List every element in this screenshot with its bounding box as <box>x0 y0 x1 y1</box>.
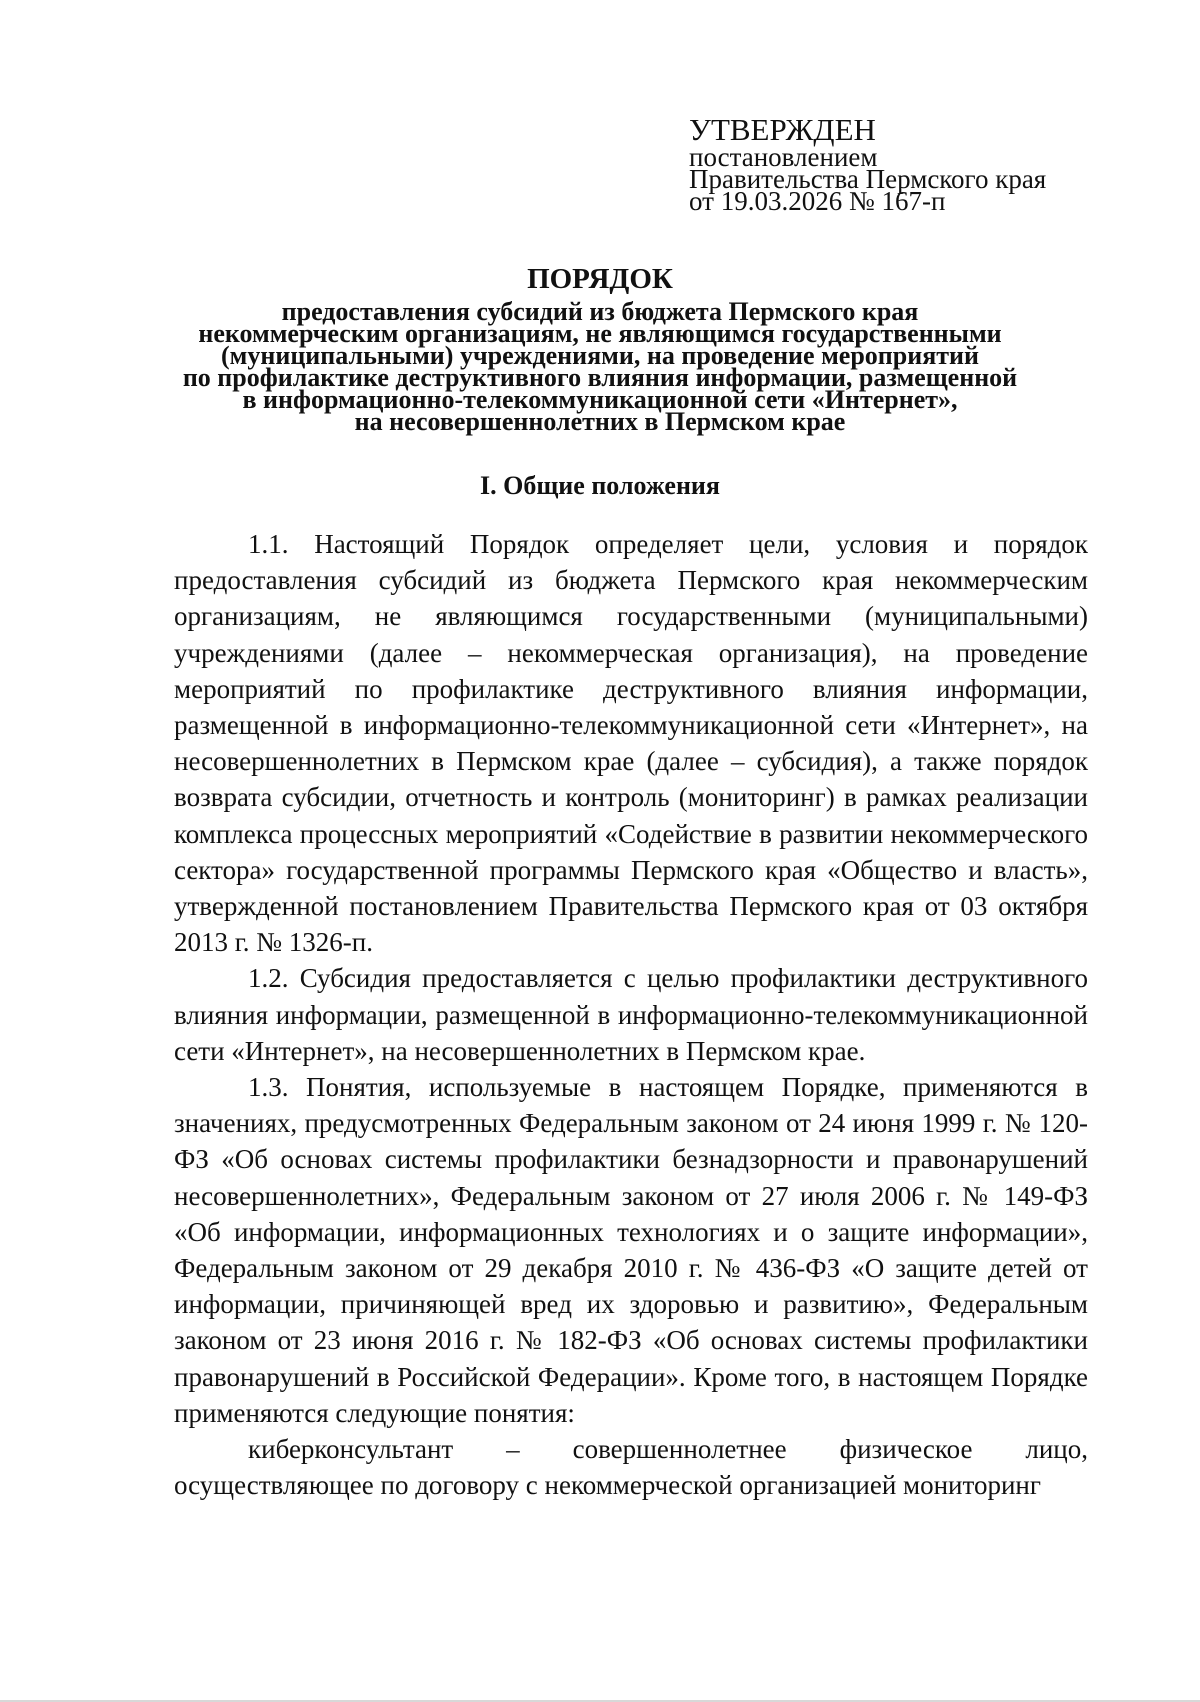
subtitle-line: в информационно-телекоммуникационной сети «Интернет», <box>242 385 958 414</box>
document-title: ПОРЯДОК <box>527 263 673 295</box>
approval-line-resolution: постановлением <box>689 142 878 172</box>
approval-heading: УТВЕРЖДЕН <box>689 112 876 147</box>
document-body <box>174 526 1088 1503</box>
subtitle-line: некоммерческим организациям, не являющимся государственными <box>198 319 1002 348</box>
approval-line-government: Правительства Пермского края <box>689 164 1047 194</box>
approval-stamp <box>689 112 1129 216</box>
paragraph-1-1: 1.1. Настоящий Порядок определяет цели, условия и порядок предоставления субсидий из бюджета Пермского края некоммерческим организациям, не являющимся государственными (муниципальными) учреждениями (далее – некоммерческая организация), на проведение мероприятий по профилактике деструктивного влияния информации, размещенной в информационно-телекоммуникационной сети «Интернет», на несовершеннолетних в Пермском крае (далее – субсидия), а также порядок возврата субсидии, отчетность и контроль (мониторинг) в рамках реализации комплекса процессных мероприятий «Содействие в развитии некоммерческого сектора» государственной программы Пермского края «Общество и власть», утвержденной постановлением Правительства Пермского края от 03 октября 2013 г. № 1326-п. <box>174 529 1088 958</box>
document-subtitle <box>150 297 1050 436</box>
subtitle-line: по профилактике деструктивного влияния информации, размещенной <box>182 363 1018 392</box>
paragraph-1-2: 1.2. Субсидия предоставляется с целью профилактики деструктивного влияния информации, размещенной в информационно-телекоммуникационной сети «Интернет», на несовершеннолетних в Пермском крае. <box>174 963 1088 1066</box>
subtitle-line: (муниципальными) учреждениями, на проведение мероприятий <box>220 341 980 370</box>
paragraph-1-3: 1.3. Понятия, используемые в настоящем Порядке, применяются в значениях, предусмотренных Федеральным законом от 24 июня 1999 г. № 120-ФЗ «Об основах системы профилактики безнадзорности и правонарушений несовершеннолетних», Федеральным законом от 27 июля 2006 г. № 149-ФЗ «Об информации, информационных технологиях и о защите информации», Федеральным законом от 29 декабря 2010 г. № 436-ФЗ «О защите детей от информации, причиняющей вред их здоровью и развитию», Федеральным законом от 23 июня 2016 г. № 182-ФЗ «Об основах системы профилактики правонарушений в Российской Федерации». Кроме того, в настоящем Порядке применяются следующие понятия: <box>174 1072 1088 1428</box>
subtitle-line: на несовершеннолетних в Пермском крае <box>354 407 846 436</box>
subtitle-line: предоставления субсидий из бюджета Пермского края <box>281 297 919 326</box>
approval-line-date-number: от 19.03.2026 № 167-п <box>689 186 946 216</box>
section-heading: I. Общие положения <box>480 471 720 500</box>
definition-paragraph: киберконсультант – совершеннолетнее физическое лицо, осуществляющее по договору с некоммерческой организацией мониторинг <box>174 1434 1088 1501</box>
